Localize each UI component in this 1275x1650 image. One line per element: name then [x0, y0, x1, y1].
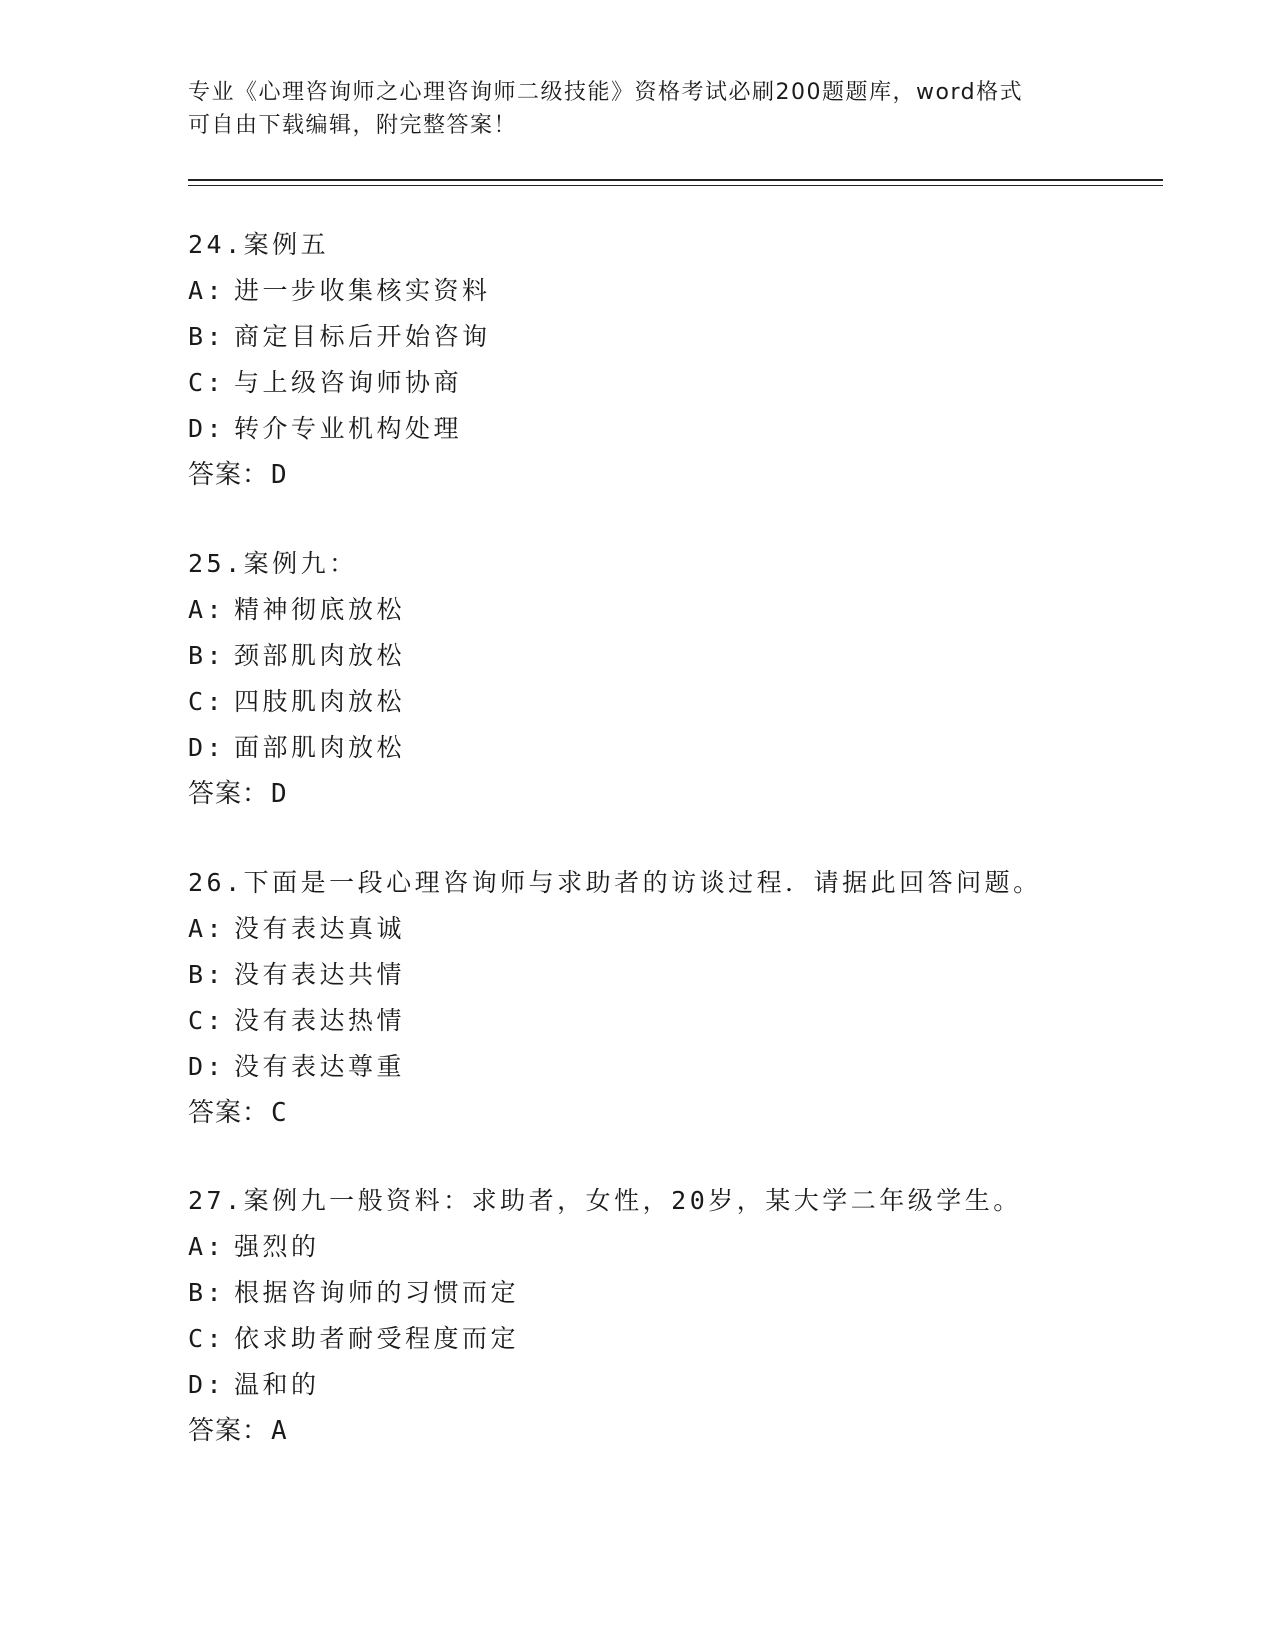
- question-block: [188, 860, 1148, 1136]
- option-d: [188, 725, 1148, 771]
- option-key: C:: [188, 368, 226, 397]
- option-key: C:: [188, 687, 226, 716]
- header-divider-thick: [188, 179, 1163, 181]
- question-stem: 26.下面是一段心理咨询师与求助者的访谈过程．请据此回答问题。: [188, 868, 1042, 897]
- answer-label: 答案：: [188, 779, 270, 809]
- option-key: C:: [188, 1006, 226, 1035]
- option-text: 转介专业机构处理: [234, 414, 463, 443]
- answer-line: [188, 1090, 1148, 1136]
- option-key: B:: [188, 960, 226, 989]
- option-key: D:: [188, 1052, 226, 1081]
- option-text: 四肢肌肉放松: [234, 687, 406, 716]
- answer-line: [188, 452, 1148, 498]
- answer-line: [188, 771, 1148, 817]
- option-b: [188, 633, 1148, 679]
- option-key: D:: [188, 414, 226, 443]
- option-a: [188, 906, 1148, 952]
- option-text: 颈部肌肉放松: [234, 641, 406, 670]
- option-text: 精神彻底放松: [234, 595, 406, 624]
- option-b: [188, 314, 1148, 360]
- option-key: A:: [188, 1232, 226, 1261]
- header-divider-thin: [188, 185, 1163, 186]
- option-a: [188, 268, 1148, 314]
- option-c: [188, 998, 1148, 1044]
- option-key: C:: [188, 1324, 226, 1353]
- option-text: 没有表达热情: [234, 1006, 406, 1035]
- option-text: 根据咨询师的习惯而定: [234, 1278, 520, 1307]
- question-block: [188, 1178, 1148, 1454]
- option-a: [188, 587, 1148, 633]
- option-d: [188, 1044, 1148, 1090]
- option-c: [188, 679, 1148, 725]
- header-line-2: 可自由下载编辑，附完整答案！: [188, 113, 518, 138]
- option-b: [188, 1270, 1148, 1316]
- option-text: 与上级咨询师协商: [234, 368, 463, 397]
- option-key: A:: [188, 914, 226, 943]
- option-c: [188, 1316, 1148, 1362]
- answer-value: D: [271, 460, 288, 490]
- option-key: B:: [188, 322, 226, 351]
- option-text: 没有表达尊重: [234, 1052, 406, 1081]
- question-stem: 27.案例九一般资料：求助者，女性，20岁，某大学二年级学生。: [188, 1186, 1022, 1215]
- option-d: [188, 406, 1148, 452]
- option-text: 没有表达真诚: [234, 914, 406, 943]
- option-d: [188, 1362, 1148, 1408]
- answer-line: [188, 1408, 1148, 1454]
- question-block: [188, 222, 1148, 498]
- option-c: [188, 360, 1148, 406]
- option-text: 依求助者耐受程度而定: [234, 1324, 520, 1353]
- option-key: A:: [188, 595, 226, 624]
- document-header: [188, 76, 1088, 142]
- option-key: B:: [188, 641, 226, 670]
- option-text: 没有表达共情: [234, 960, 406, 989]
- answer-label: 答案：: [188, 460, 270, 490]
- option-b: [188, 952, 1148, 998]
- option-key: D:: [188, 733, 226, 762]
- answer-value: D: [271, 779, 288, 809]
- option-text: 进一步收集核实资料: [234, 276, 491, 305]
- answer-value: C: [271, 1098, 288, 1128]
- question-block: [188, 541, 1148, 817]
- option-a: [188, 1224, 1148, 1270]
- option-text: 商定目标后开始咨询: [234, 322, 491, 351]
- question-stem: 24.案例五: [188, 230, 330, 259]
- answer-label: 答案：: [188, 1416, 270, 1446]
- option-text: 强烈的: [234, 1232, 320, 1261]
- question-stem: 25.案例九：: [188, 549, 358, 578]
- option-key: A:: [188, 276, 226, 305]
- answer-value: A: [271, 1416, 288, 1446]
- option-key: D:: [188, 1370, 226, 1399]
- option-key: B:: [188, 1278, 226, 1307]
- answer-label: 答案：: [188, 1098, 270, 1128]
- option-text: 面部肌肉放松: [234, 733, 406, 762]
- option-text: 温和的: [234, 1370, 320, 1399]
- header-line-1: 专业《心理咨询师之心理咨询师二级技能》资格考试必刷200题题库，word格式: [188, 80, 1024, 105]
